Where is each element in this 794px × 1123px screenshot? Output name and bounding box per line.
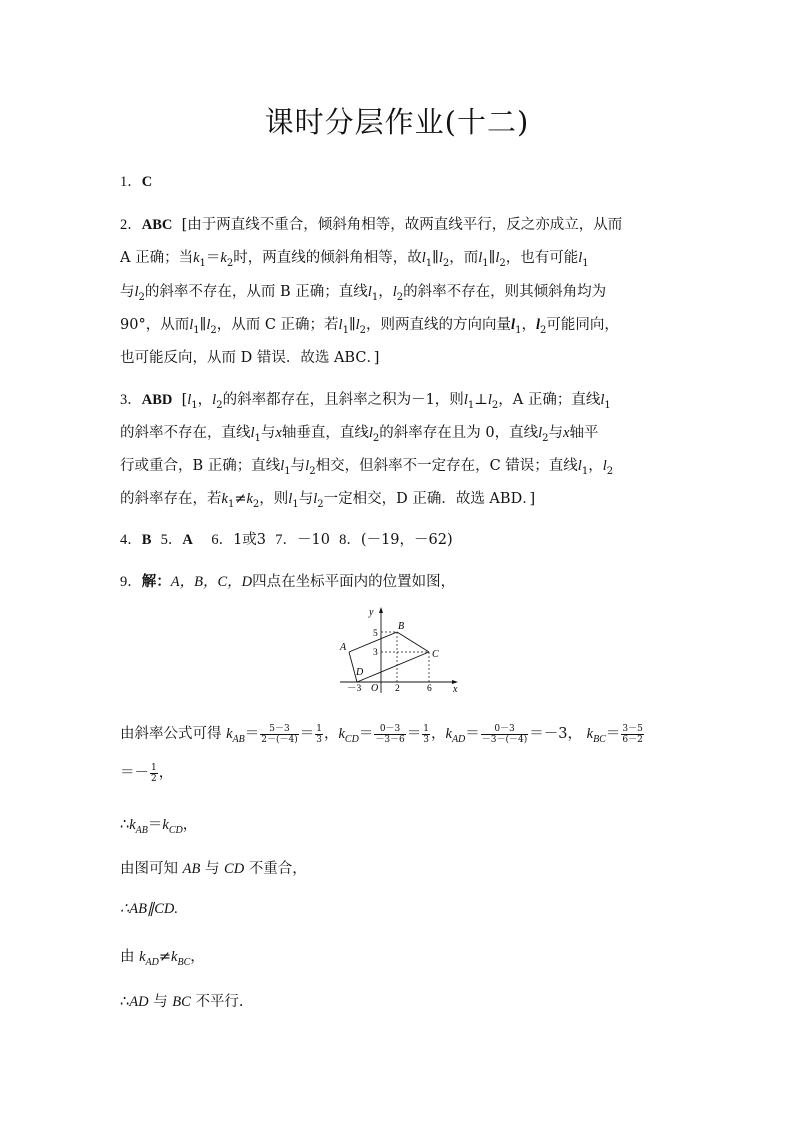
point-a-label: A bbox=[340, 642, 347, 653]
conclusion-2: ∴AB∥CD. bbox=[120, 901, 178, 917]
conclusion-1: $\therefore k_{AB}=k_{CD}$， bbox=[120, 817, 198, 836]
x-axis-label: x bbox=[453, 684, 458, 695]
x-tick-label: －3 bbox=[347, 684, 362, 694]
page-title: 课时分层作业(十二) bbox=[264, 105, 530, 139]
question-3-line-2: 的斜率不存在，直线$l_1$与x轴垂直，直线$l_2$的斜率存在且为 0，直线$l_2$与x轴平 bbox=[120, 425, 599, 444]
point-d-label: D bbox=[356, 667, 364, 678]
y-axis-label: y bbox=[369, 607, 374, 618]
condition-line: 由 $k_{AD}\ne k_{BC}$， bbox=[120, 949, 205, 968]
question-1: 1．C bbox=[120, 174, 153, 190]
question-9-intro: 9．解：A，B，C，D四点在坐标平面内的位置如图， bbox=[120, 574, 456, 590]
point-c-label: C bbox=[432, 649, 439, 660]
questions-4-8: 4．B 5．A 6．1或3 7．－10 8．(－19，－62) bbox=[120, 532, 453, 548]
question-3-line-4: 的斜率存在，若$k_1\ne k_2$，则$l_1$与$l_2$一定相交，D 正确．故选 ABD．] bbox=[120, 491, 536, 510]
coordinate-figure bbox=[336, 603, 464, 695]
conclusion-3: ∴AD 与 BC 不平行. bbox=[120, 994, 244, 1010]
question-3-line-1: 3．ABD [$l_1$，$l_2$的斜率都存在，且斜率之积为－1，则$l_1\perp l_2$，A 正确；直线$l_1$ bbox=[120, 392, 611, 411]
slope-formula-cont: ＝－ $\frac{1}{2}$ ， bbox=[120, 762, 174, 784]
question-2-line-3: 与$l_2$的斜率不存在，从而 B 正确；直线$l_1$，$l_2$的斜率不存在，则其倾斜角均为 bbox=[120, 284, 607, 303]
y-tick-label: 3 bbox=[373, 648, 378, 658]
question-2-line-1: 2．ABC [由于两直线不重合，倾斜角相等，故两直线平行，反之亦成立，从而 bbox=[120, 217, 623, 233]
point-b-label: B bbox=[398, 621, 405, 632]
slope-formula-line: 由斜率公式可得 $k_{AB}=$ $\frac{5-3}{2-(-4)}$ ＝ $\frac{1}{3}$ ，$k_{CD}=$ $\frac{0-3}{-3-6}$ ＝ $\frac{1}{3}$ ，$k_{AD}=$ $\frac{0-3}{-3-(-4)}$ ＝－3， $k_{BC}=$ $\frac{3-5}{6-2}$ bbox=[120, 723, 643, 745]
x-tick-label: 6 bbox=[427, 684, 432, 694]
x-tick-label: 2 bbox=[395, 684, 400, 694]
question-2-line-5: 也可能反向，从而 D 错误．故选 ABC．] bbox=[120, 350, 380, 366]
figure-note: 由图可知 AB 与 CD 不重合， bbox=[120, 861, 307, 877]
question-2-line-2: A 正确；当$k_1=k_2$时，两直线的倾斜角相等，故$l_1\parallel l_2$，而$l_1\parallel l_2$，也有可能$l_1$ bbox=[120, 250, 589, 269]
question-2-line-4: 90°，从而$l_1\parallel l_2$，从而 C 正确；若$l_1\parallel l_2$，则两直线的方向向量$l_1$，$l_2$可能同向， bbox=[120, 317, 619, 336]
y-tick-label: 5 bbox=[373, 629, 378, 639]
question-3-line-3: 行或重合，B 正确；直线$l_1$与$l_2$相交，但斜率不一定存在，C 错误；直线$l_1$，$l_2$ bbox=[120, 458, 614, 477]
origin-label: O bbox=[371, 683, 379, 694]
